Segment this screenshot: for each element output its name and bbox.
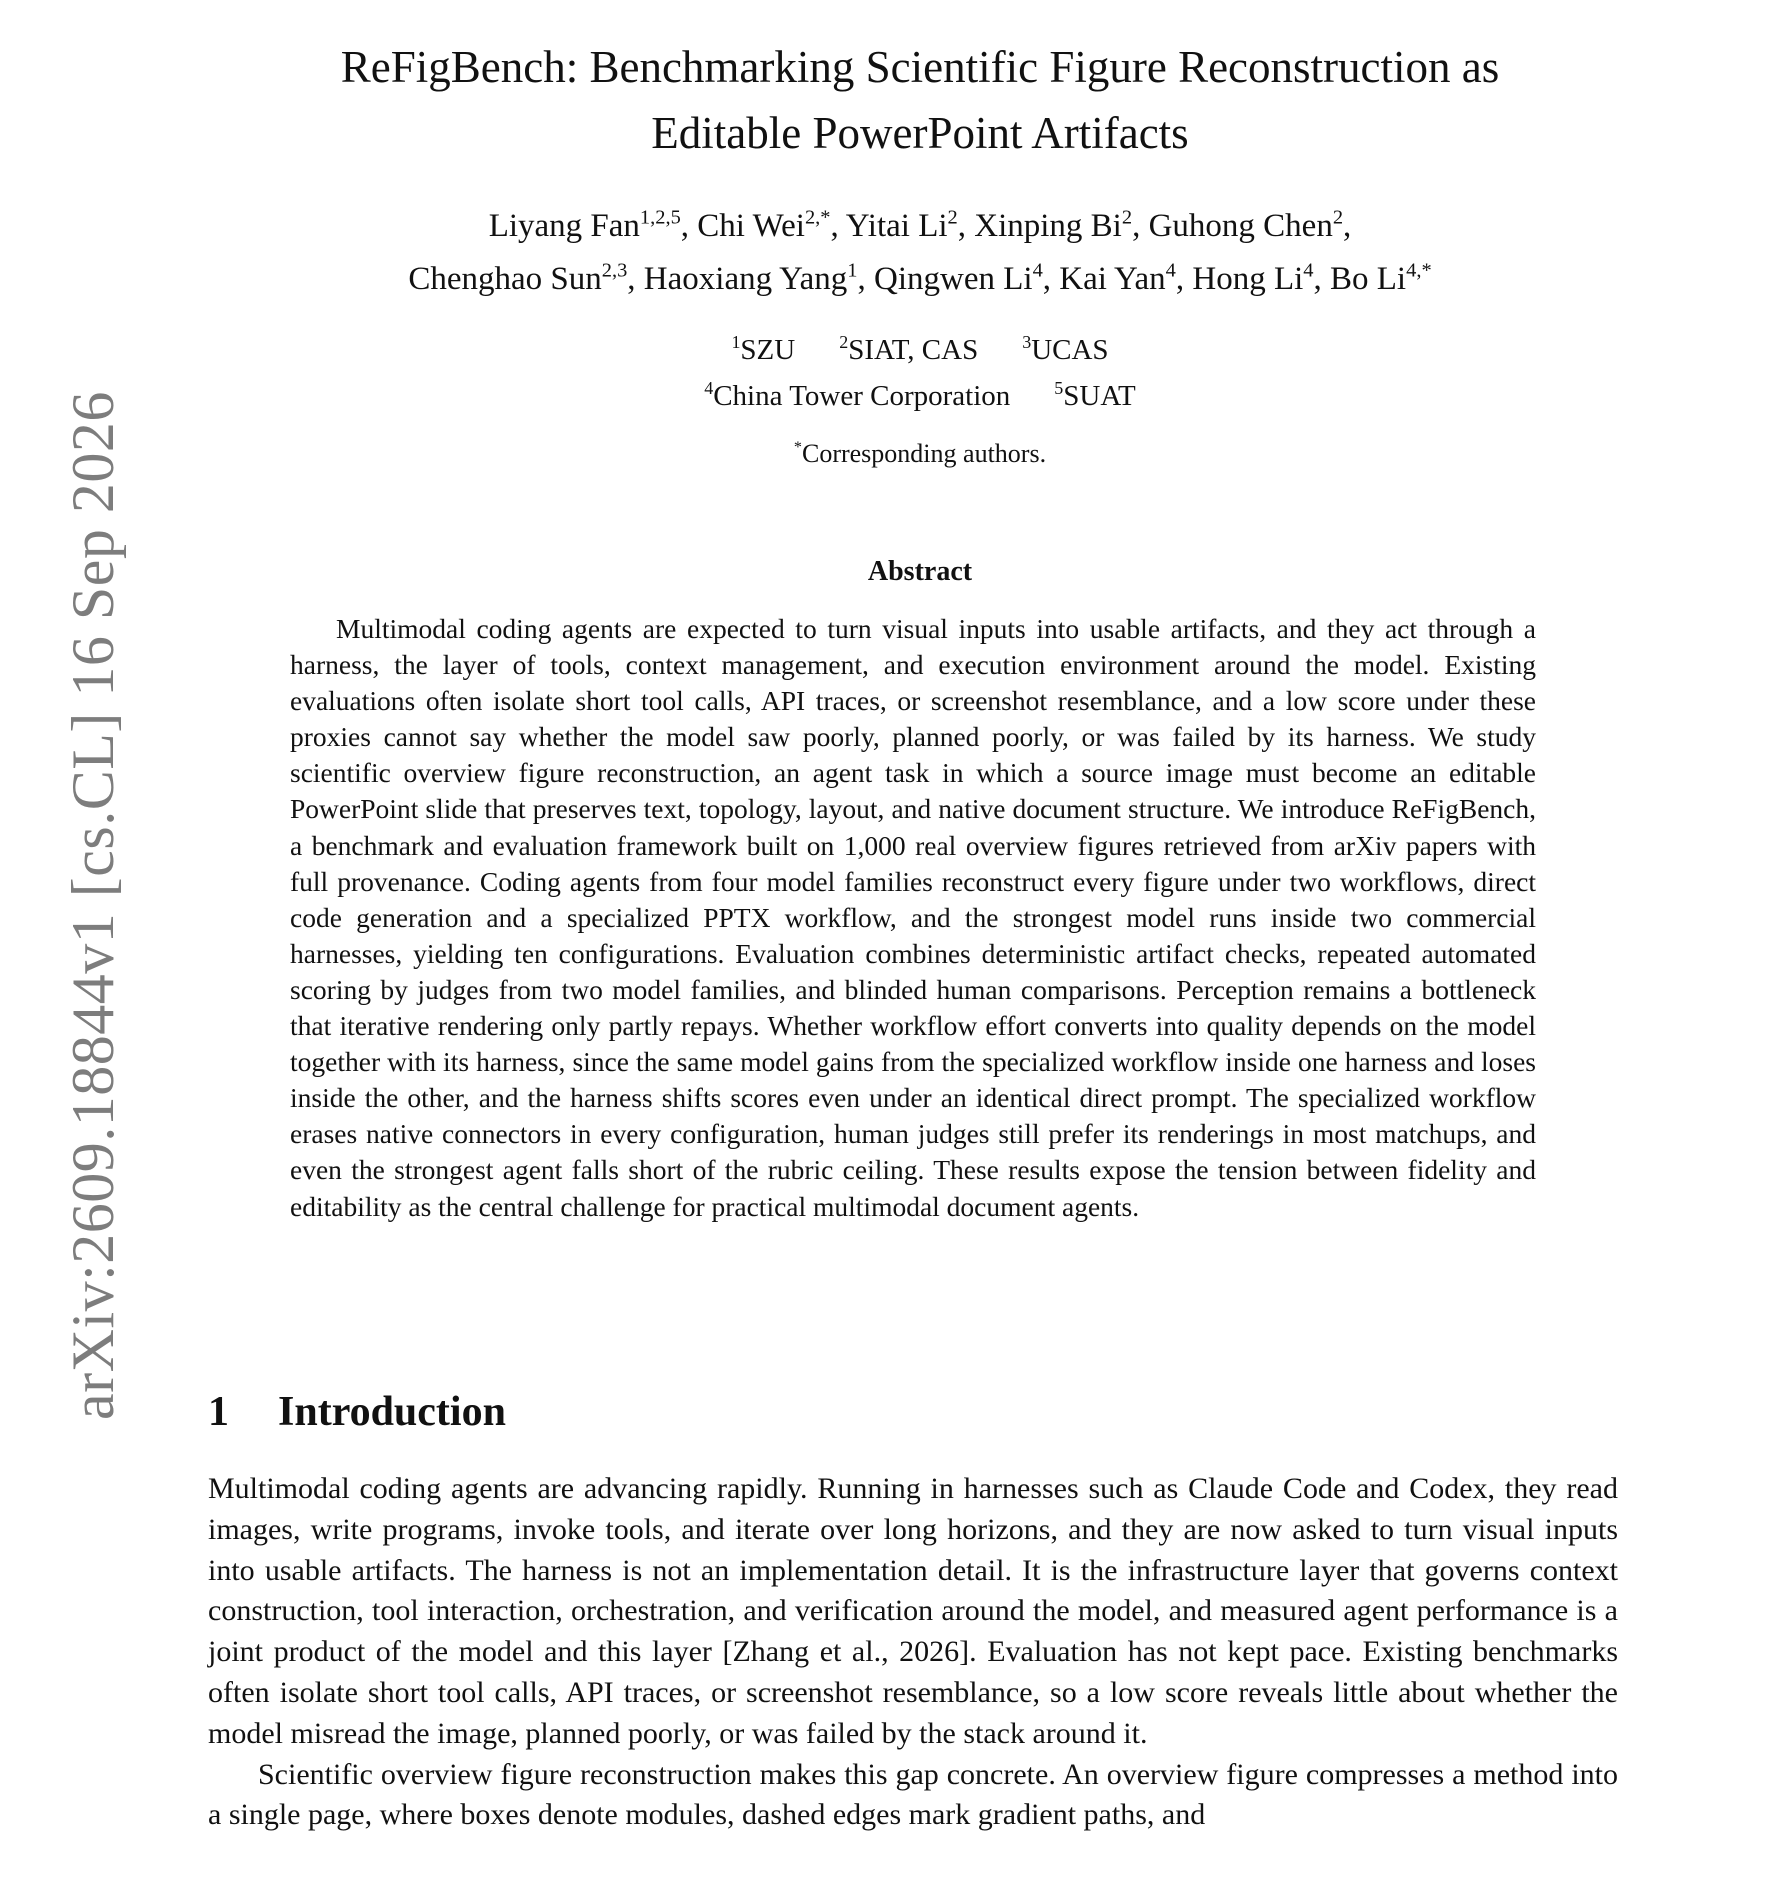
title-line-2: Editable PowerPoint Artifacts bbox=[651, 108, 1189, 158]
author: Guhong Chen$^2$ bbox=[1148, 206, 1344, 244]
paragraph: Scientific overview figure reconstruction makes this gap concrete. An overview figure compresses a method into a single page, where boxes denote modules, dashed edges mark gradient paths, and bbox=[208, 1757, 1618, 1832]
section-number: 1 bbox=[208, 1389, 229, 1435]
paragraph: Multimodal coding agents are advancing rapidly. Running in harnesses such as Claude Code and Codex, they read images, write programs, invoke tools, and iterate over long horizons, and they are now asked to turn visual inputs into usable artifacts. The harness is not an implementation detail. It is the infrastructure layer that governs context construction, tool interaction, orchestration, and verification around the model, and measured agent performance is a joint product of the model and this layer [Zhang et al., 2026]. Evaluation has not kept pace. Existing benchmarks often isolate short tool calls, API traces, or screenshot resemblance, so a low score reveals little about whether the model misread the image, planned poorly, or was failed by the stack around it. bbox=[208, 1472, 1618, 1750]
corresponding-authors-note: *Corresponding authors. bbox=[793, 439, 1047, 468]
abstract-text: Multimodal coding agents are expected to turn visual inputs into usable artifacts, and they act through a harness, the layer of tools, context management, and execution environment around the model. Existing evaluations often isolate short tool calls, API traces, or screenshot resemblance, and a low score under these proxies cannot say whether the model saw poorly, planned poorly, or was failed by its harness. We study scientific overview figure reconstruction, an agent task in which a source image must become an editable PowerPoint slide that preserves text, topology, layout, and native document structure. We introduce ReFigBench, a benchmark and evaluation framework built on 1,000 real overview figures retrieved from arXiv papers with full provenance. Coding agents from four model families reconstruct every figure under two workflows, direct code generation and a specialized PPTX workflow, and the strongest model runs inside two commercial harnesses, yielding ten configurations. Evaluation combines deterministic artifact checks, repeated automated scoring by judges from two model families, and blinded human comparisons. Perception remains a bottleneck that iterative rendering only partly repays. Whether workflow effort converts into quality depends on the model together with its harness, since the same model gains from the specialized workflow inside one harness and loses inside the other, and the harness shifts scores even under an identical direct prompt. The specialized workflow erases native connectors in every configuration, human judges still prefer its renderings in most matchups, and even the strongest agent falls short of the rubric ceiling. These results expose the tension between fidelity and editability as the central challenge for practical multimodal document agents. bbox=[290, 613, 1536, 1222]
section-title: Introduction bbox=[278, 1389, 506, 1435]
affiliation-line-2 bbox=[220, 373, 1620, 419]
affiliation: $^4$China Tower Corporation bbox=[704, 377, 1011, 412]
paper-title bbox=[220, 34, 1620, 166]
section-heading-introduction bbox=[208, 1384, 1608, 1440]
author: Qingwen Li$^4$ bbox=[874, 259, 1043, 297]
author: Chenghao Sun$^{2,3}$ bbox=[408, 259, 628, 297]
title-line-1: ReFigBench: Benchmarking Scientific Figure Reconstruction as bbox=[340, 42, 1500, 92]
author: Xinping Bi$^2$ bbox=[974, 206, 1133, 244]
author-list bbox=[220, 200, 1620, 306]
author: Kai Yan$^4$ bbox=[1059, 259, 1176, 297]
author: Chi Wei$^{2,*}$ bbox=[697, 206, 831, 244]
affiliation: $^3$UCAS bbox=[1022, 331, 1109, 366]
author: Yitai Li$^2$ bbox=[845, 206, 958, 244]
affiliation-list bbox=[220, 327, 1620, 419]
author: Haoxiang Yang$^1$ bbox=[643, 259, 858, 297]
author: Hong Li$^4$ bbox=[1192, 259, 1314, 297]
author: Bo $Li^{4,*}$ bbox=[1330, 259, 1432, 297]
affiliation: $^5$SUAT bbox=[1054, 377, 1136, 412]
affiliation-line-1 bbox=[220, 327, 1620, 373]
introduction-body bbox=[208, 1469, 1618, 1836]
affiliation: $^2$SIAT, CAS bbox=[839, 331, 979, 366]
arxiv-identifier-stamp: arXiv:2609.18844v1 [cs.CL] 16 Sep 2026 bbox=[60, 391, 126, 1420]
abstract-heading: Abstract bbox=[867, 556, 973, 587]
author: Liyang Fan$^{1,2,5}$ bbox=[488, 206, 681, 244]
author-line-1: Liyang Fan$^{1,2,5}$, Chi Wei$^{2,*}$, Yitai Li$^2$, Xinping Bi$^2$, Guhong Chen$^2$, bbox=[488, 206, 1352, 244]
affiliation: $^1$SZU bbox=[731, 331, 796, 366]
author-line-2: Chenghao Sun$^{2,3}$, Haoxiang Yang$^1$, Qingwen Li$^4$, Kai Yan$^4$, Hong Li$^4$, Bo $Li^{4,*}$ bbox=[408, 259, 1432, 297]
